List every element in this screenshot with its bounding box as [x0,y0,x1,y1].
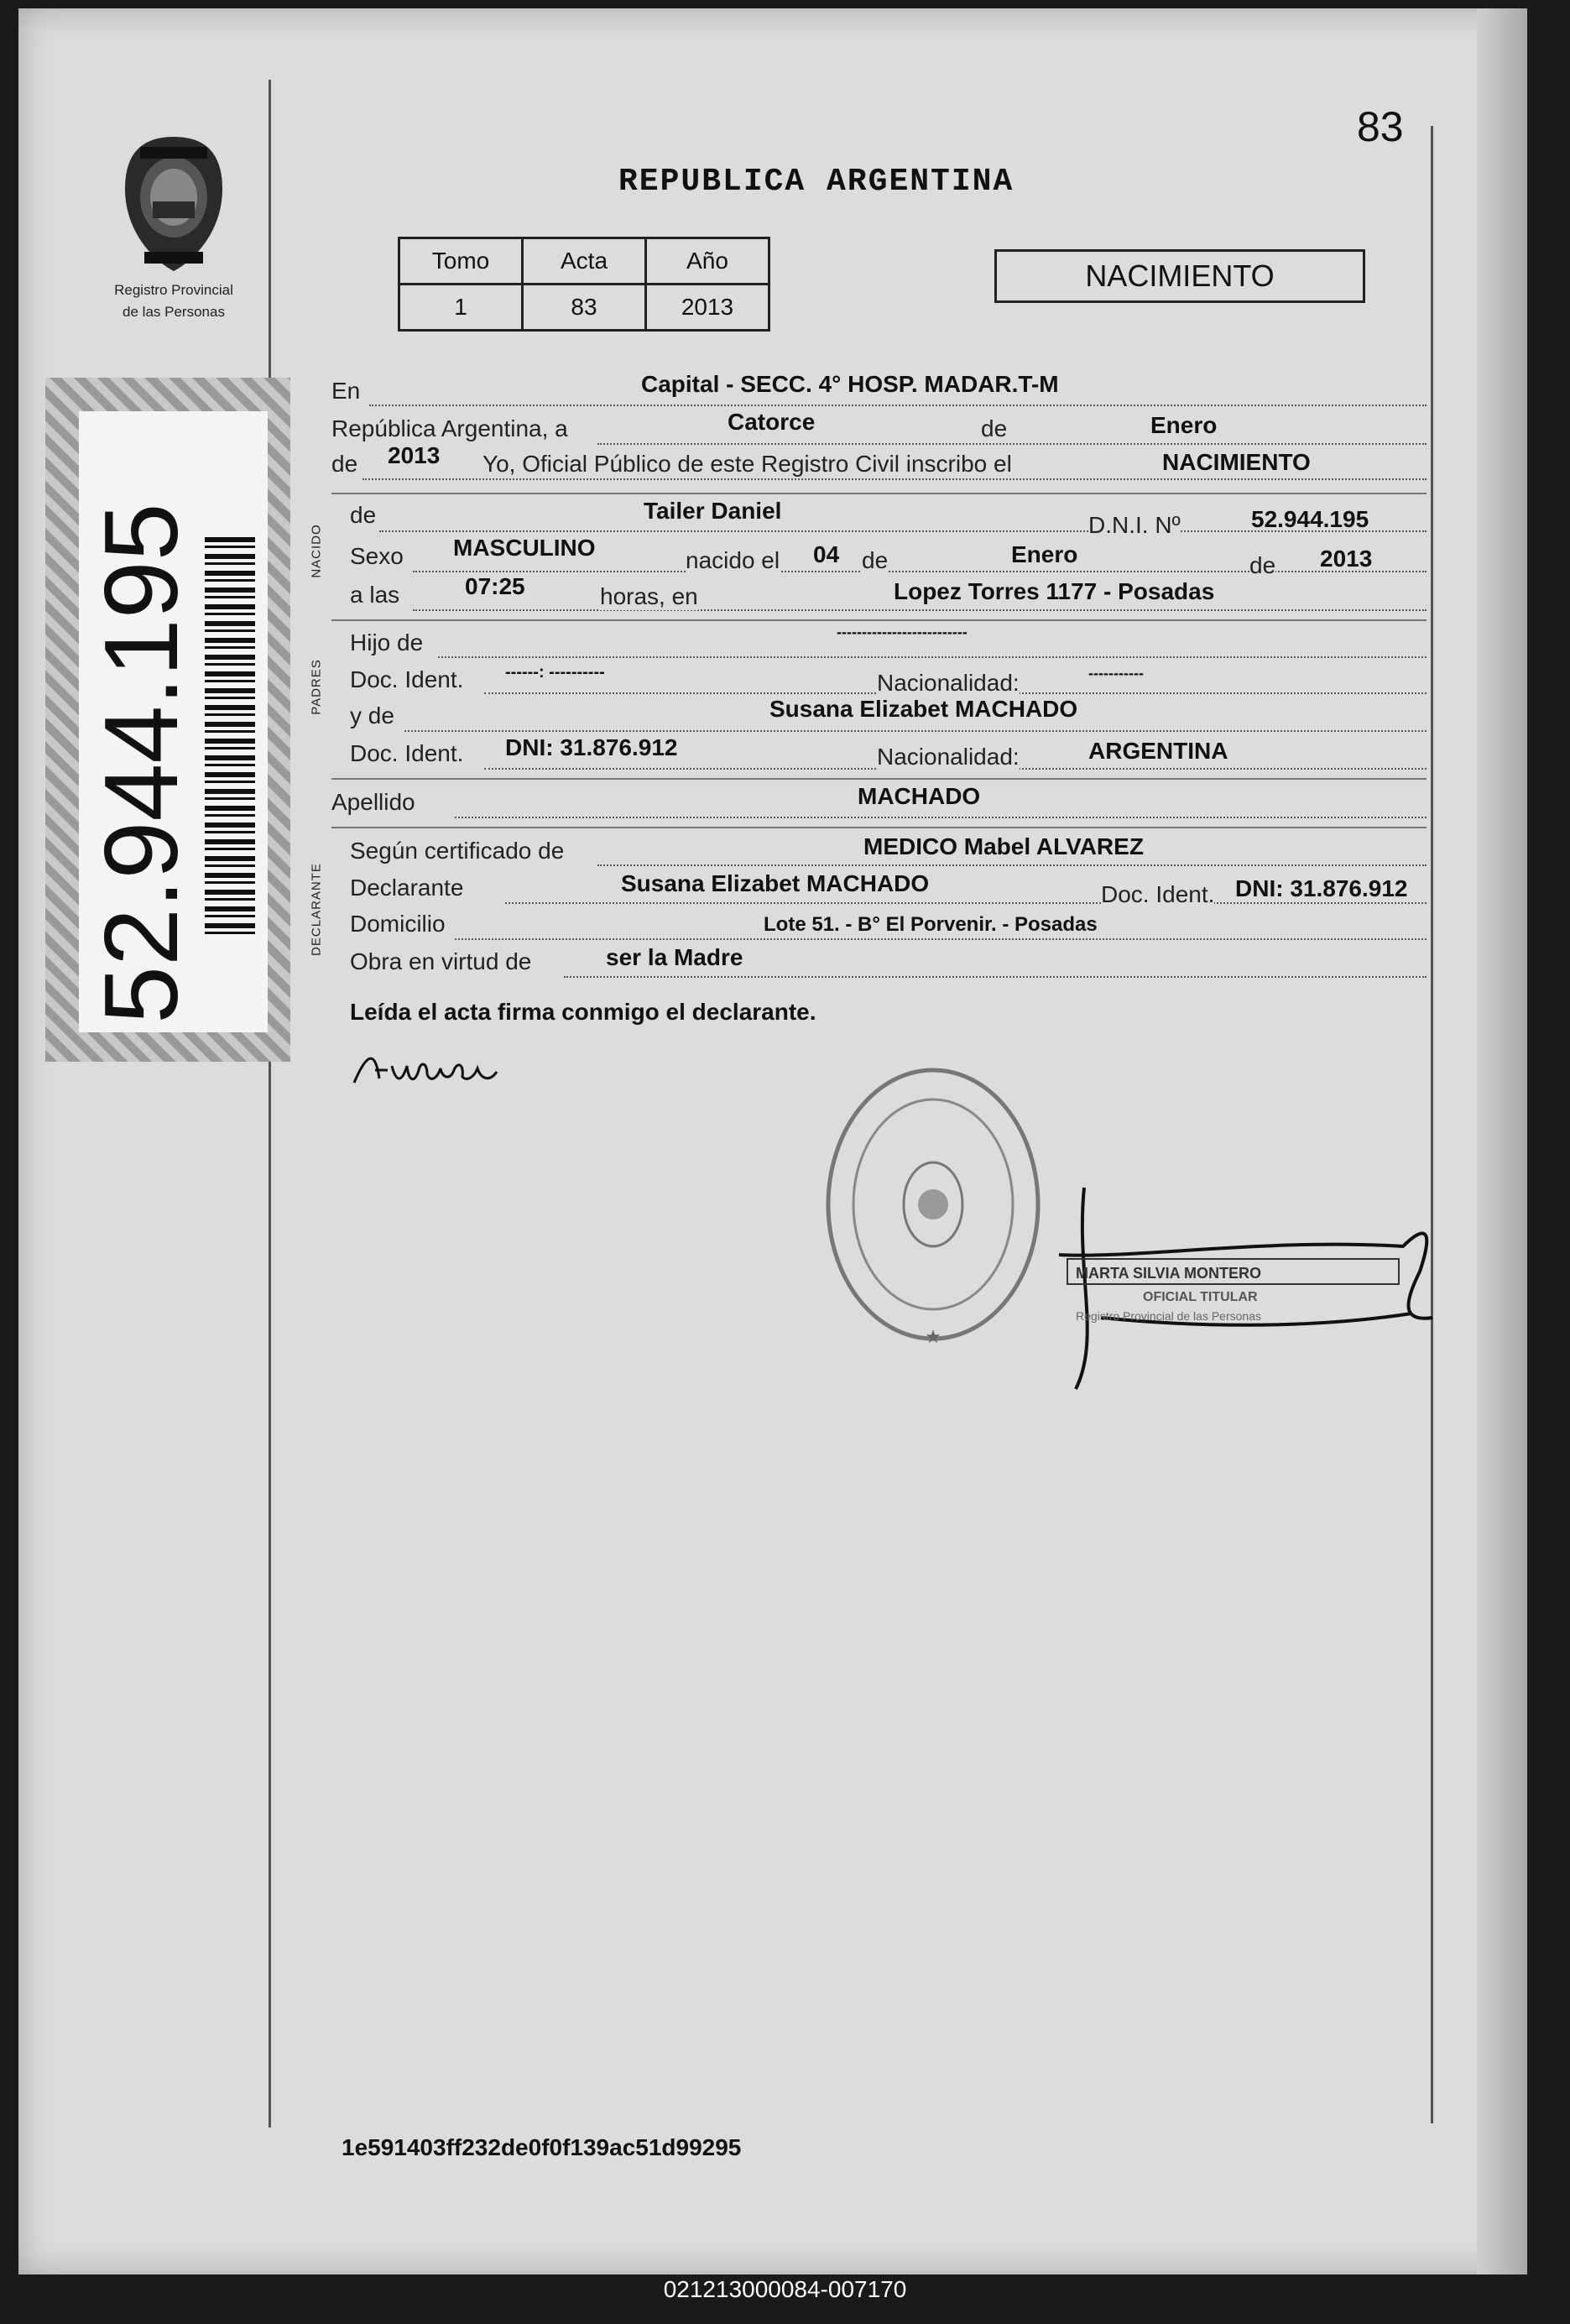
declarante-value: Susana Elizabet MACHADO [621,870,930,896]
nombre-value: Tailer Daniel [644,498,782,524]
section-label-nacido: NACIDO [309,524,324,578]
horas-en-label: horas, en [600,583,698,609]
de2-label: de [331,451,358,477]
lugar-value: Lopez Torres 1177 - Posadas [894,578,1215,604]
official-signature-org: Registro Provincial de las Personas [1076,1309,1261,1323]
row7-dots [438,656,1427,658]
document-hash: 1e591403ff232de0f0f139ac51d99295 [342,2134,742,2160]
barcode-card [45,378,290,1062]
header-acta: Acta [523,238,646,285]
nacido-label: nacido el [686,547,780,573]
madre-nac-value: ARGENTINA [1088,738,1228,764]
official-signature [1051,1171,1445,1397]
nombre-label: de [350,502,377,528]
certificado-value: MEDICO Mabel ALVAREZ [863,833,1144,859]
en-label: En [331,378,361,404]
divider-4 [331,827,1427,828]
row6-dots [413,609,1427,611]
record-type-box: NACIMIENTO [994,249,1365,303]
hijo-de-label: Hijo de [350,629,424,655]
padre-nac-value: ----------- [1088,665,1144,682]
header-anio: Año [646,238,769,285]
official-signature-name: MARTA SILVIA MONTERO [1076,1265,1261,1282]
republica-dots [597,443,1427,445]
row11-dots [455,817,1427,818]
decl-doc-label: Doc. Ident. [1101,881,1215,907]
row14-dots [455,938,1427,940]
footer-id: 021213000084-007170 [663,2276,907,2302]
nacido-mes: Enero [1011,541,1078,567]
doc-ident2-label: Doc. Ident. [350,740,464,766]
nacido-dia: 04 [813,541,840,567]
sexo-label: Sexo [350,543,404,569]
header-tomo: Tomo [399,238,523,285]
decl-doc-value: DNI: 31.876.912 [1235,875,1408,901]
document-page [18,8,1527,2274]
declarante-label: Declarante [350,875,464,901]
value-acta: 83 [523,285,646,331]
value-tomo: 1 [399,285,523,331]
declarant-signature [350,1037,543,1095]
domicilio-label: Domicilio [350,911,446,937]
apellido-value: MACHADO [858,783,981,809]
page-edge [1477,8,1527,2274]
row3-dots [363,478,1427,480]
closing-text: Leída el acta firma conmigo el declarante. [350,999,816,1025]
dni-label: D.N.I. Nº [1088,512,1181,538]
section-label-declarante: DECLARANTE [309,863,324,956]
dia-value: Catorce [728,409,816,435]
divider-3 [331,778,1427,780]
document-title: REPUBLICA ARGENTINA [618,164,1015,200]
a-las-label: a las [350,582,400,608]
apellido-label: Apellido [331,789,415,815]
sexo-value: MASCULINO [453,535,596,561]
section-label-padres: PADRES [309,659,324,715]
en-dots [369,405,1427,406]
value-anio: 2013 [646,285,769,331]
svg-text:★: ★ [925,1326,941,1347]
divider-1 [331,493,1427,494]
right-frame-line [1431,126,1433,2123]
page-number: 83 [1357,103,1404,150]
barcode-bars-icon [205,537,255,940]
official-seal-icon [816,1053,1051,1355]
dni-value: 52.944.195 [1251,506,1369,532]
en-value: Capital - SECC. 4° HOSP. MADAR.T-M [641,371,1059,397]
nacionalidad2-label: Nacionalidad: [877,744,1020,770]
certificado-label: Según certificado de [350,838,565,864]
oficial-text: Yo, Oficial Público de este Registro Civil inscribo el [482,451,1012,477]
y-de-label: y de [350,702,394,729]
anio-value: 2013 [388,442,441,468]
barcode-number: 52.944.195 [84,503,200,1024]
barcode-label [79,411,268,1032]
padre-doc-value: ------: ---------- [505,663,605,682]
nacido-de2-label: de [1249,552,1276,578]
logo-line-1: Registro Provincial [114,282,233,298]
obra-label: Obra en virtud de [350,948,532,974]
madre-value: Susana Elizabet MACHADO [769,696,1078,722]
row13-dots [505,902,1427,904]
republica-label: República Argentina, a [331,415,568,441]
nacionalidad-label: Nacionalidad: [877,670,1020,696]
row15-dots [564,976,1427,978]
obra-value: ser la Madre [606,944,743,970]
inscribo-value: NACIMIENTO [1162,449,1311,475]
official-signature-role: OFICIAL TITULAR [1143,1290,1258,1304]
registry-logo [90,130,258,321]
nacido-anio: 2013 [1320,546,1373,572]
nacido-de-label: de [862,547,889,573]
mes-value: Enero [1150,412,1218,438]
divider-2 [331,619,1427,621]
domicilio-value: Lote 51. - B° El Porvenir. - Posadas [764,913,1098,936]
doc-ident-label: Doc. Ident. [350,666,464,692]
hijo-de-value: -------------------------- [837,624,968,640]
logo-line-2: de las Personas [123,304,225,320]
row9-dots [404,730,1427,732]
coat-of-arms-icon [115,130,232,277]
row12-dots [597,864,1427,866]
registry-table [398,237,770,332]
de-label: de [981,415,1008,441]
hora-value: 07:25 [465,573,525,599]
madre-doc-value: DNI: 31.876.912 [505,734,678,760]
